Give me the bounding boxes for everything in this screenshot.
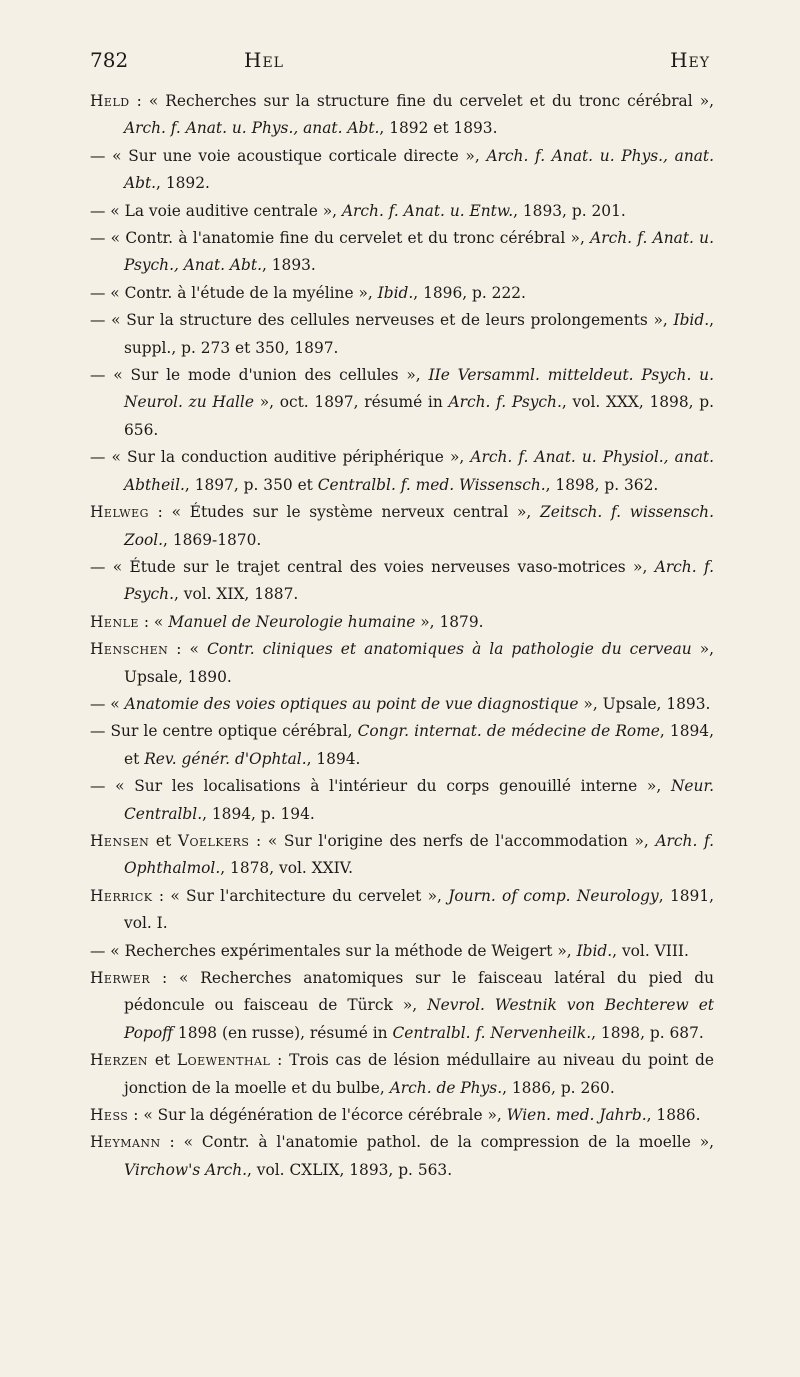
- entry-author: Henschen: [90, 640, 169, 659]
- entry-text: « La voie auditive centrale »,: [110, 201, 342, 220]
- entry-text: : «: [168, 640, 207, 659]
- entry-title-italic: Arch. f. Anat. u. Phys., anat. Abt.: [124, 119, 380, 138]
- entry-text: : « Sur l'origine des nerfs de l'accommodation »,: [249, 831, 656, 850]
- bibliography-entry: [90, 499, 714, 554]
- continuation-dash: —: [90, 146, 113, 165]
- continuation-dash: —: [90, 557, 113, 576]
- entry-text: « Contr. à l'anatomie fine du cervelet et du tronc cérébral »,: [110, 229, 591, 248]
- entry-text: , vol. VIII.: [612, 941, 689, 960]
- entry-text: : Trois cas de lésion médullaire au niveau du point de jonction de la moelle et du bulbe,: [124, 1051, 715, 1097]
- bibliography-entry: [90, 1047, 714, 1102]
- entry-title-italic: Ibid.: [377, 283, 414, 302]
- entry-text: , 1886.: [646, 1106, 701, 1125]
- entry-text: , 1893.: [261, 256, 316, 275]
- entry-title-italic: Arch. de Phys.: [389, 1078, 503, 1097]
- continuation-dash: —: [90, 229, 111, 248]
- entry-text: , 1886, p. 260.: [502, 1078, 615, 1097]
- bibliography-subentry: [90, 143, 714, 198]
- bibliography-entry: [90, 636, 714, 691]
- entry-text: : « Contr. à l'anatomie pathol. de la compression de la moelle »,: [160, 1133, 714, 1152]
- entry-text: « Recherches expérimentales sur la méthode de Weigert »,: [110, 941, 577, 960]
- bibliography-entry: [90, 609, 714, 636]
- entry-title-italic: Arch. f. Ophthalmol.: [124, 831, 715, 878]
- bibliography-subentry: [90, 718, 714, 773]
- running-header: [90, 48, 710, 80]
- entry-text: , suppl., p. 273 et 350, 1897.: [124, 311, 714, 357]
- entry-title-italic: Congr. internat. de médecine de Rome: [357, 722, 660, 741]
- entry-coauthor: Voelkers: [177, 831, 250, 850]
- entry-title-italic: Arch. f. Psych.: [448, 393, 562, 412]
- bibliography-entry: [90, 1102, 714, 1129]
- entry-title-italic: Centralbl. f. Nervenheilk.: [392, 1023, 592, 1042]
- entry-text: : « Sur l'architecture du cervelet »,: [152, 886, 449, 905]
- continuation-dash: —: [90, 366, 114, 385]
- entry-title-italic: Arch. f. Anat. u. Psych., Anat. Abt.: [124, 229, 714, 275]
- bibliography-entry: [90, 88, 714, 143]
- bibliography-entry: [90, 965, 714, 1047]
- entry-title-italic: Anatomie des voies optiques au point de vue diagnostique: [124, 694, 579, 713]
- bibliography-subentry: [90, 938, 714, 965]
- entry-text: , vol. CXLIX, 1893, p. 563.: [247, 1160, 453, 1179]
- entry-text: », Upsale, 1893.: [578, 694, 711, 713]
- bibliography-subentry: [90, 444, 714, 499]
- entry-title-italic: Journ. of comp. Neurology: [448, 886, 659, 905]
- entry-text: , 1898, p. 687.: [591, 1023, 704, 1042]
- entry-text: et: [149, 831, 178, 850]
- entry-text: , 1896, p. 222.: [413, 283, 526, 302]
- entry-text: Sur le centre optique cérébral,: [110, 722, 358, 741]
- entry-text: et: [148, 1051, 177, 1070]
- entry-text: : « Sur la dégénération de l'écorce cérébrale »,: [128, 1106, 507, 1125]
- bibliography-subentry: [90, 362, 714, 444]
- continuation-dash: —: [90, 448, 112, 467]
- bibliography-entry: [90, 1129, 714, 1184]
- entry-author: Herzen: [90, 1051, 149, 1070]
- entry-text: , 1893, p. 201.: [513, 201, 626, 220]
- entry-text: : « Recherches anatomiques sur le faisceau latéral du pied du pédoncule ou faisceau de Türck »,: [124, 969, 714, 1015]
- entry-title-italic: Contr. cliniques et anatomiques à la pathologie du cerveau: [206, 640, 692, 659]
- continuation-dash: —: [90, 941, 111, 960]
- entry-text: « Sur les localisations à l'intérieur du corps genouillé interne »,: [115, 777, 671, 796]
- bibliography-subentry: [90, 225, 714, 280]
- entry-text: « Étude sur le trajet central des voies nerveuses vaso-motrices »,: [112, 557, 655, 576]
- entry-text: , 1894, et: [124, 722, 714, 768]
- entry-text: , 1892 et 1893.: [379, 119, 498, 138]
- continuation-dash: —: [90, 283, 111, 302]
- entry-text: 1898 (en russe), résumé in: [173, 1023, 393, 1042]
- entry-title-italic: Neur. Centralbl.: [124, 777, 714, 823]
- entry-title-italic: Virchow's Arch.: [124, 1160, 248, 1179]
- entry-coauthor: Loewenthal: [176, 1051, 271, 1070]
- entry-author: Helweg: [90, 503, 149, 522]
- bibliography-entry: [90, 828, 714, 883]
- entry-title-italic: Arch. f. Anat. u. Entw.: [341, 201, 514, 220]
- entry-text: », Upsale, 1890.: [124, 640, 715, 686]
- entry-author: Heymann: [90, 1133, 161, 1152]
- right-running-head: Hey: [670, 48, 710, 72]
- bibliography-subentry: [90, 280, 714, 307]
- entry-title-italic: Nevrol. Westnik von Bechterew et Popoff: [124, 996, 714, 1042]
- entry-text: « Contr. à l'étude de la myéline »,: [110, 283, 378, 302]
- entry-text: «: [110, 694, 125, 713]
- entry-text: : « Recherches sur la structure fine du cervelet et du tronc cérébral »,: [129, 92, 714, 110]
- entry-text: », 1879.: [415, 612, 484, 631]
- bibliography-subentry: [90, 198, 714, 225]
- entry-title-italic: IIe Versamml. mitteldeut. Psych. u. Neurol. zu Halle: [124, 366, 714, 412]
- entry-title-italic: Arch. f. Anat. u. Phys., anat. Abt.: [124, 146, 714, 193]
- entry-author: Held: [90, 92, 130, 110]
- entry-text: : « Études sur le système nerveux central »,: [148, 503, 541, 522]
- page-number: 782: [90, 48, 129, 72]
- continuation-dash: —: [90, 722, 111, 741]
- bibliography-entry: [90, 883, 714, 938]
- entry-text: , vol. XXX, 1898, p. 656.: [124, 393, 715, 439]
- entry-title-italic: Arch. f. Psych.: [124, 557, 714, 604]
- entry-text: , 1892.: [156, 174, 210, 193]
- entry-text: , 1869-1870.: [163, 530, 262, 549]
- bibliography-list: [90, 88, 714, 1184]
- entry-text: , 1898, p. 362.: [545, 475, 659, 494]
- entry-text: « Sur la conduction auditive périphérique »,: [111, 448, 471, 467]
- entry-text: « Sur la structure des cellules nerveuses et de leurs prolongements »,: [111, 311, 674, 330]
- bibliography-subentry: [90, 691, 714, 718]
- entry-title-italic: Zeitsch. f. wissensch. Zool.: [124, 503, 714, 549]
- entry-title-italic: Arch. f. Anat. u. Physiol., anat. Abtheil.: [124, 448, 714, 494]
- entry-text: , 1894, p. 194.: [202, 804, 315, 823]
- entry-text: , 1894.: [306, 749, 361, 768]
- entry-title-italic: Centralbl. f. med. Wissensch.: [317, 475, 546, 494]
- left-running-head: Hel: [244, 48, 284, 72]
- entry-text: « Sur une voie acoustique corticale directe »,: [112, 146, 487, 165]
- continuation-dash: —: [90, 777, 116, 796]
- entry-title-italic: Wien. med. Jahrb.: [506, 1106, 647, 1125]
- entry-author: Herwer: [90, 969, 151, 987]
- continuation-dash: —: [90, 311, 112, 330]
- entry-title-italic: Ibid.: [576, 941, 613, 960]
- entry-text: , 1897, p. 350 et: [184, 475, 318, 494]
- bibliography-subentry: [90, 307, 714, 362]
- entry-text: , 1891, vol. I.: [124, 886, 715, 933]
- entry-text: , vol. XIX, 1887.: [173, 585, 299, 604]
- entry-author: Hensen: [90, 831, 150, 850]
- bibliography-subentry: [90, 773, 714, 828]
- entry-text: », oct. 1897, résumé in: [253, 393, 449, 412]
- bibliography-subentry: [90, 554, 714, 609]
- entry-author: Henle: [90, 612, 139, 631]
- entry-text: , 1878, vol. XXIV.: [220, 859, 353, 878]
- entry-title-italic: Rev. génér. d'Ophtal.: [144, 749, 307, 768]
- entry-title-italic: Manuel de Neurologie humaine: [168, 612, 416, 631]
- entry-text: « Sur le mode d'union des cellules »,: [113, 366, 429, 385]
- entry-author: Herrick: [90, 886, 153, 905]
- entry-author: Hess: [90, 1106, 129, 1125]
- entry-title-italic: Ibid.: [673, 311, 710, 330]
- entry-text: : «: [138, 612, 169, 631]
- continuation-dash: —: [90, 694, 111, 713]
- continuation-dash: —: [90, 201, 111, 220]
